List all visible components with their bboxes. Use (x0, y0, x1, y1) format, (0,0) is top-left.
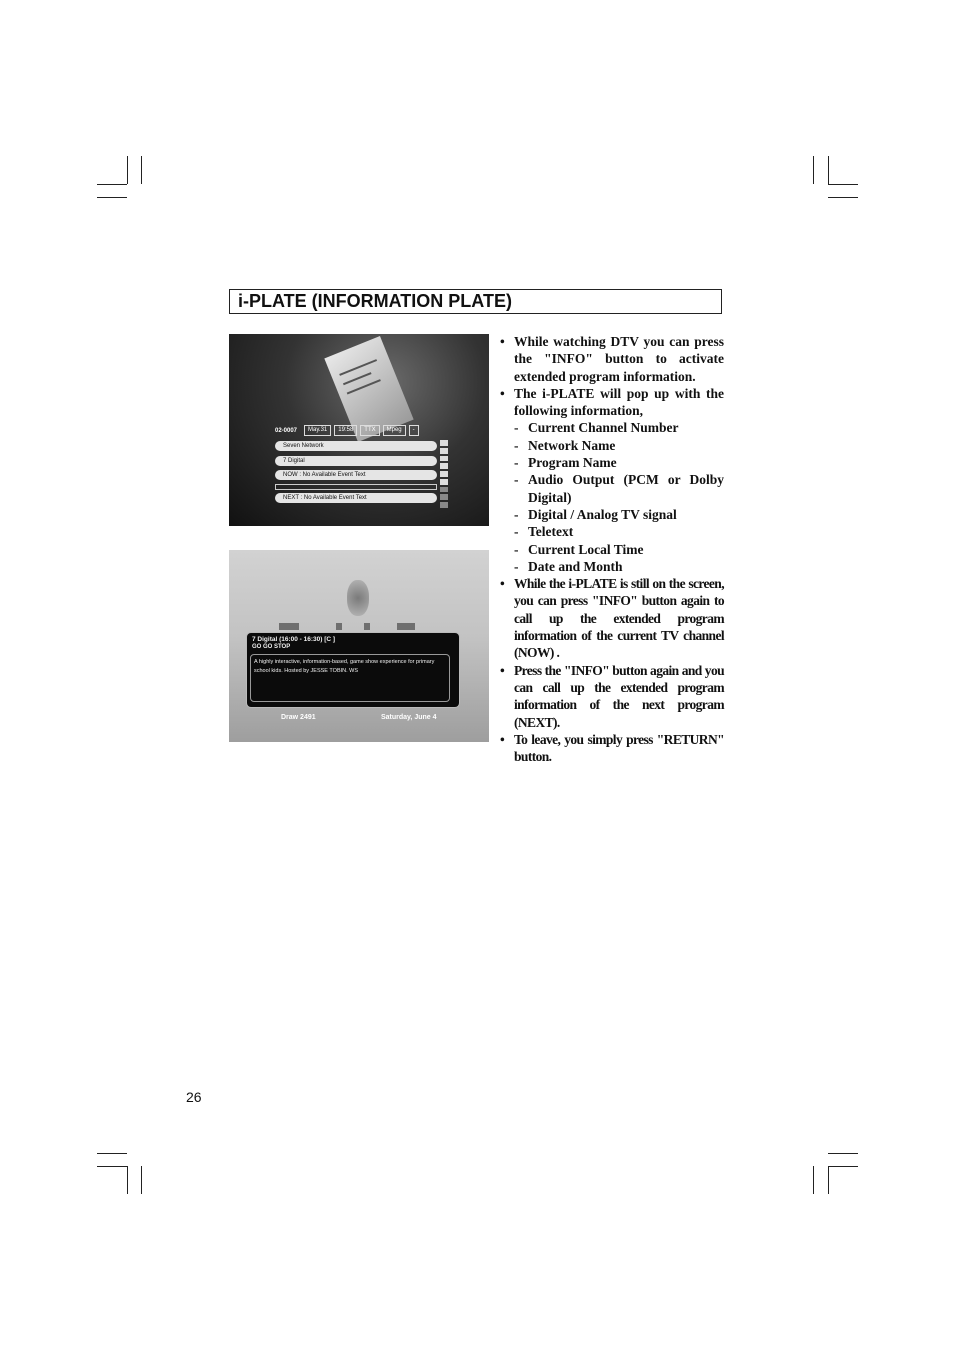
crop-mark (813, 1166, 814, 1194)
osd-signal: - (409, 425, 419, 436)
performer-photo (347, 580, 369, 616)
bullet-item: • While watching DTV you can press the "INFO" button to activate extended program information. (500, 334, 724, 384)
bullet-item: • The i-PLATE will pop up with the following information, (500, 385, 724, 419)
signal-meter (440, 440, 448, 508)
osd-network-name: Seven Network (275, 441, 437, 451)
date-caption: Saturday, June 4 (381, 714, 437, 721)
crop-mark (97, 1166, 127, 1167)
sub-item: - Date and Month (514, 558, 623, 574)
crop-mark (828, 1166, 829, 1194)
sub-item: - Program Name (514, 455, 617, 471)
instructions (500, 333, 724, 765)
channel-number: 02-0007 (275, 427, 298, 434)
osd-teletext: TTX (360, 425, 379, 436)
osd-now-event: NOW : No Available Event Text (275, 470, 437, 480)
osd-program-name: 7 Digital (275, 456, 437, 466)
epg-header: 7 Digital (16:00 - 16:30) [C ] (252, 636, 336, 643)
crop-mark (828, 197, 858, 198)
crop-mark (828, 184, 858, 185)
sub-item: - Audio Output (PCM or Dolby Digital) (514, 472, 724, 505)
sub-item: - Digital / Analog TV signal (514, 506, 677, 522)
epg-panel (246, 632, 460, 708)
sub-item: - Current Channel Number (514, 420, 679, 436)
crop-mark (828, 156, 829, 184)
bullet-item: • While the i-PLATE is still on the screen, you can press "INFO" button again to call up the extended program information of the current TV channel (NOW) . (500, 576, 724, 661)
crop-mark (97, 197, 127, 198)
osd-date: May.31 (304, 425, 331, 436)
osd-divider (275, 484, 437, 490)
crop-mark (127, 156, 128, 184)
draw-caption: Draw 2491 (281, 714, 316, 721)
bullet-item: • To leave, you simply press "RETURN" button. (500, 731, 724, 765)
page-number: 26 (186, 1089, 202, 1105)
osd-audio: Mpeg (383, 425, 406, 436)
crop-mark (828, 1166, 858, 1167)
crop-mark (127, 1166, 128, 1194)
crop-mark (141, 156, 142, 184)
osd-time: 19:58 (334, 425, 357, 436)
epg-program-title: GO GO STOP (252, 644, 291, 650)
crop-mark (141, 1166, 142, 1194)
section-title: i-PLATE (INFORMATION PLATE) (229, 289, 722, 314)
osd-status-bar (275, 424, 450, 437)
crop-mark (97, 1153, 127, 1154)
osd-next-event: NEXT : No Available Event Text (275, 493, 437, 503)
crop-mark (813, 156, 814, 184)
crop-mark (97, 184, 127, 185)
epg-description: A highly interactive, information-based, game show experience for primary school kids. Hosted by JESSE TOBIN. WS (250, 654, 450, 702)
epg-screenshot (229, 550, 489, 742)
sub-item: - Current Local Time (514, 541, 644, 557)
bullet-item: • Press the "INFO" button again and you can call up the extended program information of the next program (NEXT). (500, 662, 724, 730)
crop-mark (828, 1153, 858, 1154)
iplate-screenshot (229, 334, 489, 526)
sub-item: - Teletext (514, 524, 574, 540)
sub-item: - Network Name (514, 437, 616, 453)
